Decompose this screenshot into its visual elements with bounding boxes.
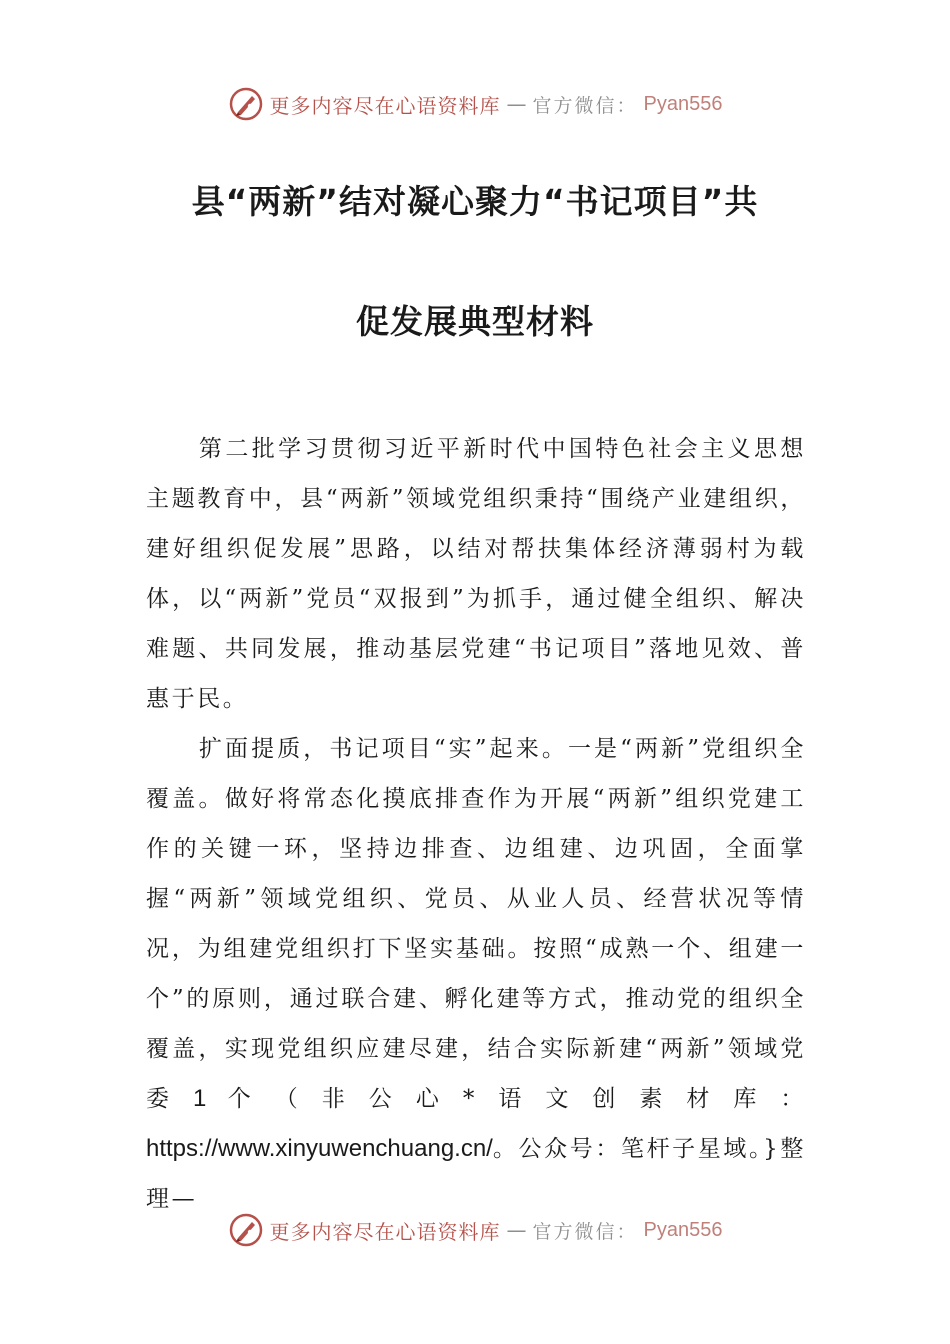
footer-banner-text: 更多内容尽在心语资料库	[269, 1219, 501, 1244]
paragraph-2-end: 。公众号：笔杆子星域。}整理—	[146, 1136, 806, 1212]
paragraph-2	[146, 724, 806, 1224]
header-wechat-id: Pyan556	[643, 92, 723, 115]
pen-logo-icon	[228, 1212, 264, 1248]
paragraph-2-count: 1	[193, 1085, 207, 1112]
footer-banner	[0, 1206, 950, 1254]
paragraph-1: 第二批学习贯彻习近平新时代中国特色社会主义思想主题教育中，县“两新”领域党组织秉持“围绕产业建组织，建好组织促发展”思路，以结对帮扶集体经济薄弱村为载体，以“两新”党员“双报到”为抓手，通过健全组织、解决难题、共同发展，推动基层党建“书记项目”落地见效、普惠于民。	[146, 436, 806, 712]
document-body	[146, 424, 806, 1224]
paragraph-2-main: 扩面提质，书记项目“实”起来。一是“两新”党组织全覆盖。做好将常态化摸底排查作为开展“两新”组织党建工作的关键一环，坚持边排查、边组建、边巩固，全面掌握“两新”领域党组织、党员、从业人员、经营状况等情况，为组建党组织打下坚实基础。按照“成熟一个、组建一个”的原则，通过联合建、孵化建等方式，推动党的组织全覆盖，实现党组织应建尽建，结合实际新建“两新”领域党委	[146, 736, 806, 1112]
paragraph-2-mid: 个（非公心*语文创素材库：	[206, 1086, 806, 1112]
header-separator: —	[506, 92, 527, 116]
footer-wechat-id: Pyan556	[643, 1218, 723, 1241]
header-banner	[0, 80, 950, 128]
source-url: https://www.xinyuwenchuang.cn/	[146, 1135, 493, 1162]
pen-logo-icon	[228, 86, 264, 122]
footer-wechat-label: 官方微信：	[532, 1220, 638, 1243]
header-banner-text: 更多内容尽在心语资料库	[269, 93, 501, 118]
document-title-line-1: 县“两新”结对凝心聚力“书记项目”共	[191, 182, 759, 221]
header-wechat-label: 官方微信：	[532, 94, 638, 117]
document-title-line-2: 促发展典型材料	[356, 302, 594, 341]
footer-separator: —	[506, 1218, 527, 1242]
